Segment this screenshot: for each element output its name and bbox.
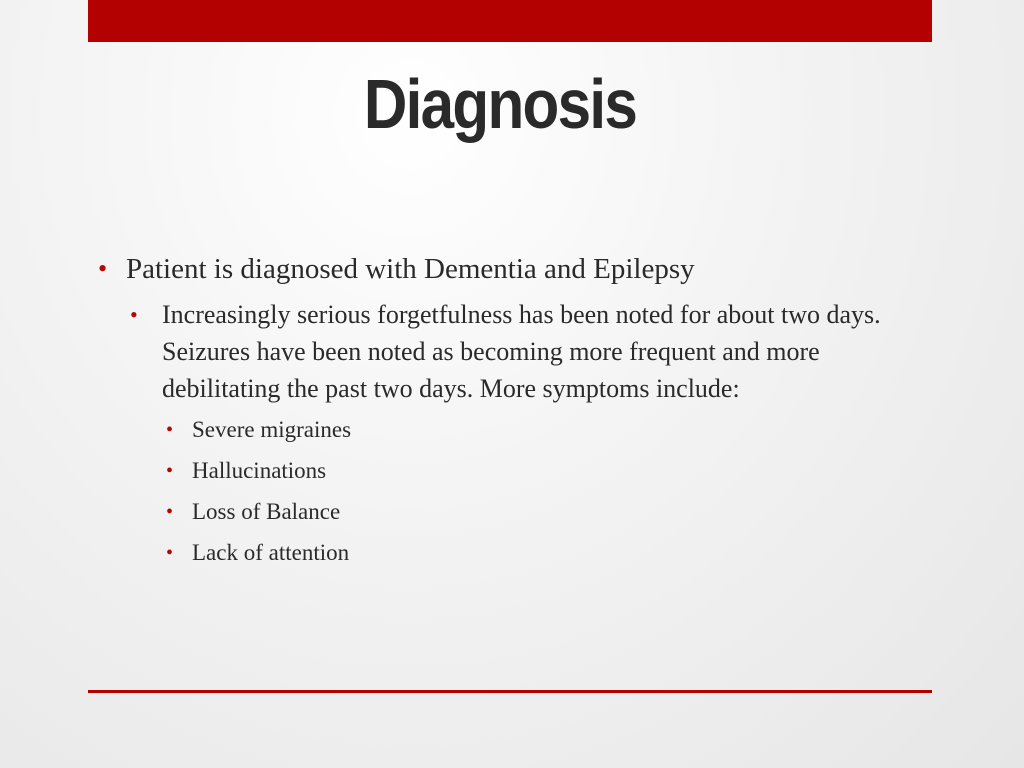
bullet-level2 — [130, 296, 918, 407]
bullet-icon: • — [166, 460, 174, 482]
symptom-item — [166, 415, 918, 445]
bullet-icon: • — [166, 419, 174, 441]
bullet-text: Increasingly serious forgetfulness has been noted for about two days. Seizures have been noted as becoming more frequent and more debilitating the past two days. More symptoms include: — [162, 300, 881, 403]
symptom-item — [166, 456, 918, 486]
symptom-list — [166, 415, 918, 568]
symptom-text: Hallucinations — [192, 458, 327, 483]
symptom-item — [166, 538, 918, 568]
symptom-text: Lack of attention — [192, 540, 350, 565]
top-accent-bar — [88, 0, 932, 42]
symptom-text: Loss of Balance — [192, 499, 341, 524]
bullet-icon: • — [130, 302, 138, 327]
sub-list — [130, 296, 918, 568]
bottom-divider — [88, 690, 932, 693]
slide-content — [98, 250, 918, 579]
slide-title: Diagnosis — [363, 65, 637, 143]
symptom-text: Severe migraines — [192, 417, 352, 442]
bullet-level1 — [98, 250, 918, 288]
bullet-icon: • — [166, 501, 174, 523]
bullet-icon: • — [98, 254, 108, 283]
bullet-text: Patient is diagnosed with Dementia and Epilepsy — [126, 253, 695, 285]
bullet-icon: • — [166, 542, 174, 564]
symptom-item — [166, 497, 918, 527]
